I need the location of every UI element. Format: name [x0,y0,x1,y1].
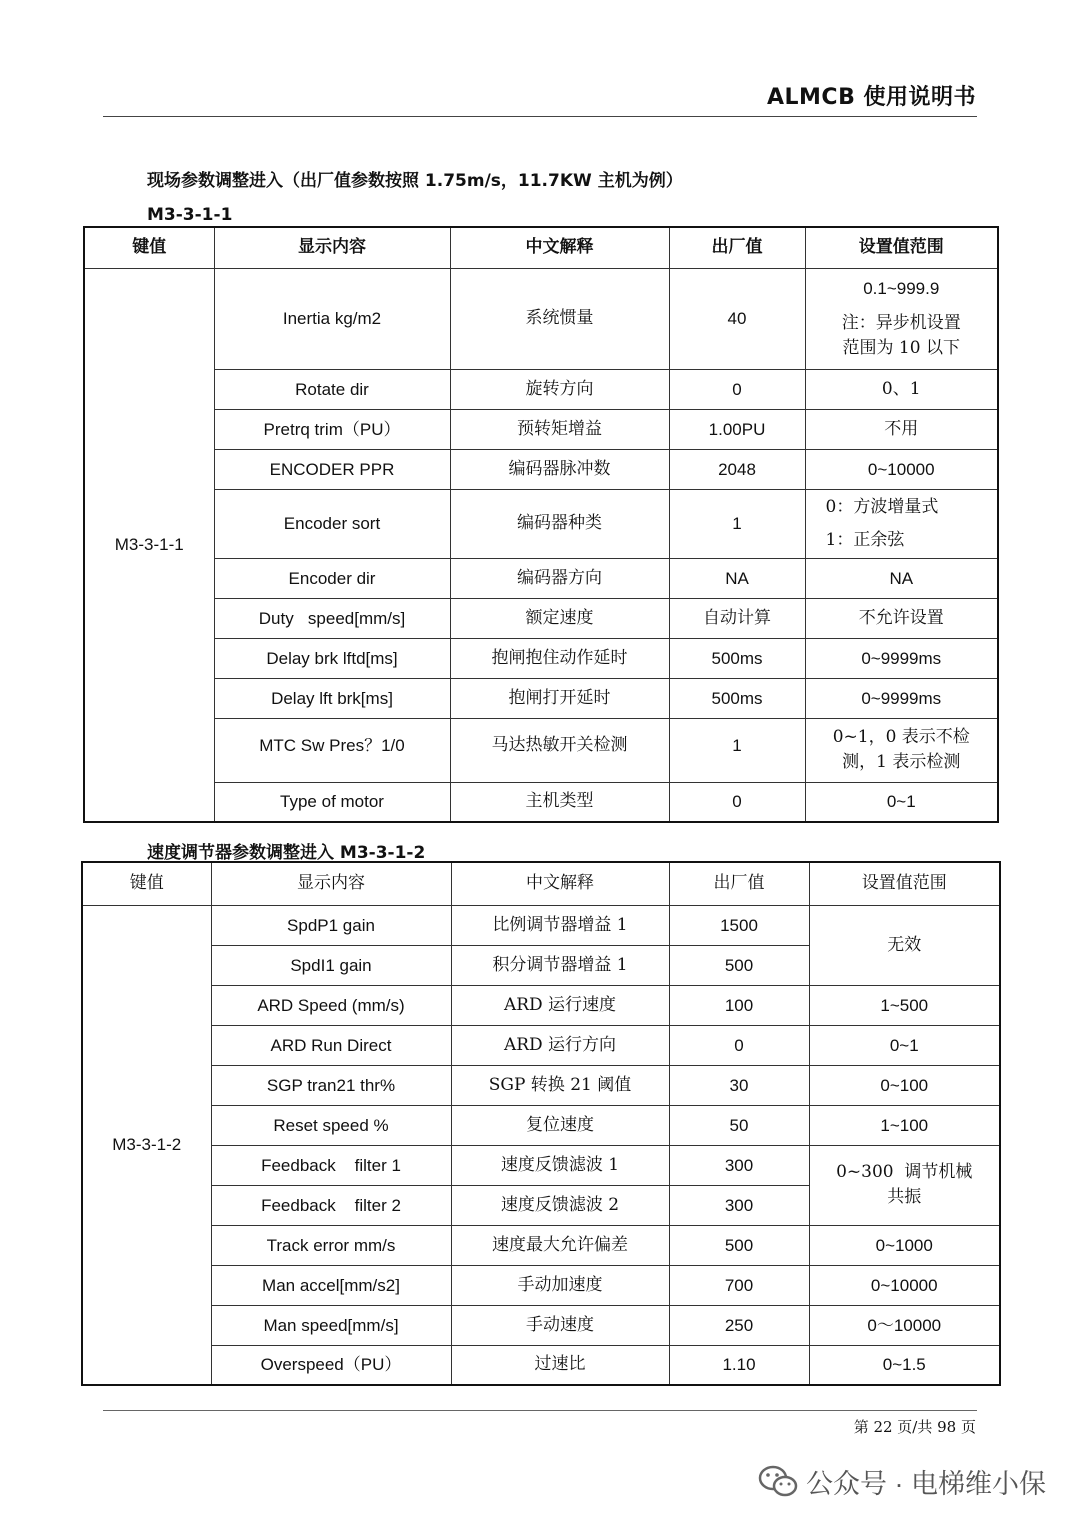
range-cell: 不用 [805,409,998,449]
intro-heading: 现场参数调整进入（出厂值参数按照 1.75m/s，11.7KW 主机为例） [147,171,683,191]
display-cell: Type of motor [214,782,450,822]
default-cell: 500ms [669,638,805,678]
display-cell: Delay lft brk[ms] [214,678,450,718]
range-cell: 0~10000 [805,449,998,489]
key-cell: M3-3-1-2 [82,905,211,1385]
default-cell: 300 [669,1185,809,1225]
range-line: 0~1，0 表示不检 [832,727,970,747]
default-cell: 0 [669,1025,809,1065]
cn-cell: ARD 运行方向 [451,1025,669,1065]
header-rule [103,116,977,117]
header-cell: 键值 [82,862,211,905]
header-cell: 设置值范围 [809,862,1000,905]
range-line: 0：方波增量式 [825,496,939,517]
cn-cell: 编码器脉冲数 [450,449,669,489]
header-cell: 中文解释 [450,227,669,268]
default-cell: 1 [669,718,805,782]
watermark [758,1462,1046,1501]
cn-cell: 速度最大允许偏差 [451,1225,669,1265]
range-note: 范围为 10 以下 [842,338,960,358]
range-line: 共振 [887,1187,922,1207]
display-cell: Duty speed[mm/s] [214,598,450,638]
table-row [84,638,998,678]
range-cell: 1~100 [809,1105,1000,1145]
cn-cell: 预转矩增益 [450,409,669,449]
default-cell: 0 [669,782,805,822]
table-row [84,369,998,409]
wechat-icon [758,1465,798,1499]
default-cell: 1 [669,489,805,558]
default-cell: 700 [669,1265,809,1305]
key-cell: M3-3-1-1 [84,268,214,822]
display-cell: Feedback filter 2 [211,1185,451,1225]
table-row [82,1065,1000,1105]
table-row [84,678,998,718]
table-header-row [82,862,1000,905]
params-table-m3-3-1-1 [83,226,999,823]
table-row [82,1225,1000,1265]
default-cell: 1500 [669,905,809,945]
table-row [84,268,998,369]
cn-cell: 复位速度 [451,1105,669,1145]
cn-cell: 手动速度 [451,1305,669,1345]
default-cell: 1.10 [669,1345,809,1385]
default-cell: 2048 [669,449,805,489]
cn-cell: 编码器方向 [450,558,669,598]
range-cell: 0~100 [809,1065,1000,1105]
cn-cell: 比例调节器增益 1 [451,905,669,945]
table-header-row [84,227,998,268]
table-row [84,558,998,598]
range-cell: 0~9999ms [805,638,998,678]
cn-cell: 抱闸抱住动作延时 [450,638,669,678]
display-cell: Feedback filter 1 [211,1145,451,1185]
range-line: 0~300 调节机械 [836,1162,973,1182]
range-cell: 0～10000 [809,1305,1000,1345]
display-cell: ARD Speed (mm/s) [211,985,451,1025]
cn-cell: 手动加速度 [451,1265,669,1305]
default-cell: 0 [669,369,805,409]
footer-rule [103,1410,977,1411]
cn-cell: 速度反馈滤波 1 [451,1145,669,1185]
display-cell: Encoder dir [214,558,450,598]
display-cell: Encoder sort [214,489,450,558]
display-cell: Man speed[mm/s] [211,1305,451,1345]
range-cell: NA [805,558,998,598]
params-table-m3-3-1-2 [81,861,1001,1386]
default-cell: 500ms [669,678,805,718]
display-cell: ARD Run Direct [211,1025,451,1065]
display-cell: SpdP1 gain [211,905,451,945]
table-row [82,985,1000,1025]
table-row [82,1105,1000,1145]
display-cell: Pretrq trim（PU） [214,409,450,449]
range-value: 0.1~999.9 [863,279,940,298]
range-cell: 0~9999ms [805,678,998,718]
range-cell-merged [809,1145,1000,1225]
range-cell: 不允许设置 [805,598,998,638]
cn-cell: ARD 运行速度 [451,985,669,1025]
range-cell: 0~1 [809,1025,1000,1065]
range-line: 测，1 表示检测 [842,752,961,772]
default-cell: 100 [669,985,809,1025]
default-cell: NA [669,558,805,598]
display-cell: Delay brk lftd[ms] [214,638,450,678]
cn-cell: 额定速度 [450,598,669,638]
cn-cell: 积分调节器增益 1 [451,945,669,985]
page-number: 第 22 页/共 98 页 [853,1418,976,1436]
header-cell: 出厂值 [669,227,805,268]
display-cell: Track error mm/s [211,1225,451,1265]
default-cell: 250 [669,1305,809,1345]
range-note: 注：异步机设置 [841,313,961,333]
range-cell [805,718,998,782]
table-row [82,1265,1000,1305]
default-cell: 40 [669,268,805,369]
range-line: 1：正余弦 [825,529,905,550]
table-row [82,1025,1000,1065]
header-title: ALMCB 使用说明书 [766,85,976,110]
range-cell: 0~1 [805,782,998,822]
default-cell: 自动计算 [669,598,805,638]
table-row [84,489,998,558]
cn-cell: 抱闸打开延时 [450,678,669,718]
table-row [82,1305,1000,1345]
cn-cell: 速度反馈滤波 2 [451,1185,669,1225]
header-cell: 显示内容 [211,862,451,905]
cn-cell: SGP 转换 21 阈值 [451,1065,669,1105]
default-cell: 500 [669,945,809,985]
default-cell: 1.00PU [669,409,805,449]
table1-caption: M3-3-1-1 [147,205,233,225]
cn-cell: 马达热敏开关检测 [450,718,669,782]
range-cell: 0~1.5 [809,1345,1000,1385]
watermark-text: 公众号 · 电梯维小保 [806,1469,1046,1499]
header-cell: 中文解释 [451,862,669,905]
cn-cell: 系统惯量 [450,268,669,369]
cn-cell: 过速比 [451,1345,669,1385]
table-row [84,782,998,822]
header-cell: 键值 [84,227,214,268]
table2-caption: 速度调节器参数调整进入 M3-3-1-2 [147,843,426,863]
range-cell: 1~500 [809,985,1000,1025]
header-cell: 显示内容 [214,227,450,268]
cn-cell: 主机类型 [450,782,669,822]
cn-cell: 编码器种类 [450,489,669,558]
default-cell: 500 [669,1225,809,1265]
table-row [84,409,998,449]
display-cell: ENCODER PPR [214,449,450,489]
display-cell: SGP tran21 thr% [211,1065,451,1105]
display-cell: SpdI1 gain [211,945,451,985]
table-row [82,905,1000,945]
default-cell: 30 [669,1065,809,1105]
display-cell: Reset speed % [211,1105,451,1145]
display-cell: Rotate dir [214,369,450,409]
table-row [84,718,998,782]
range-cell: 0、1 [805,369,998,409]
range-cell-merged: 无效 [809,905,1000,985]
table-row [84,449,998,489]
range-cell: 0~10000 [809,1265,1000,1305]
display-cell: Man accel[mm/s2] [211,1265,451,1305]
header-cell: 出厂值 [669,862,809,905]
display-cell: Overspeed（PU） [211,1345,451,1385]
range-cell [805,268,998,369]
range-cell: 0~1000 [809,1225,1000,1265]
range-cell [805,489,998,558]
default-cell: 300 [669,1145,809,1185]
table-row [82,1345,1000,1385]
display-cell: MTC Sw Pres？1/0 [214,718,450,782]
default-cell: 50 [669,1105,809,1145]
header-cell: 设置值范围 [805,227,998,268]
table-row [84,598,998,638]
table-row [82,1145,1000,1185]
display-cell: Inertia kg/m2 [214,268,450,369]
cn-cell: 旋转方向 [450,369,669,409]
